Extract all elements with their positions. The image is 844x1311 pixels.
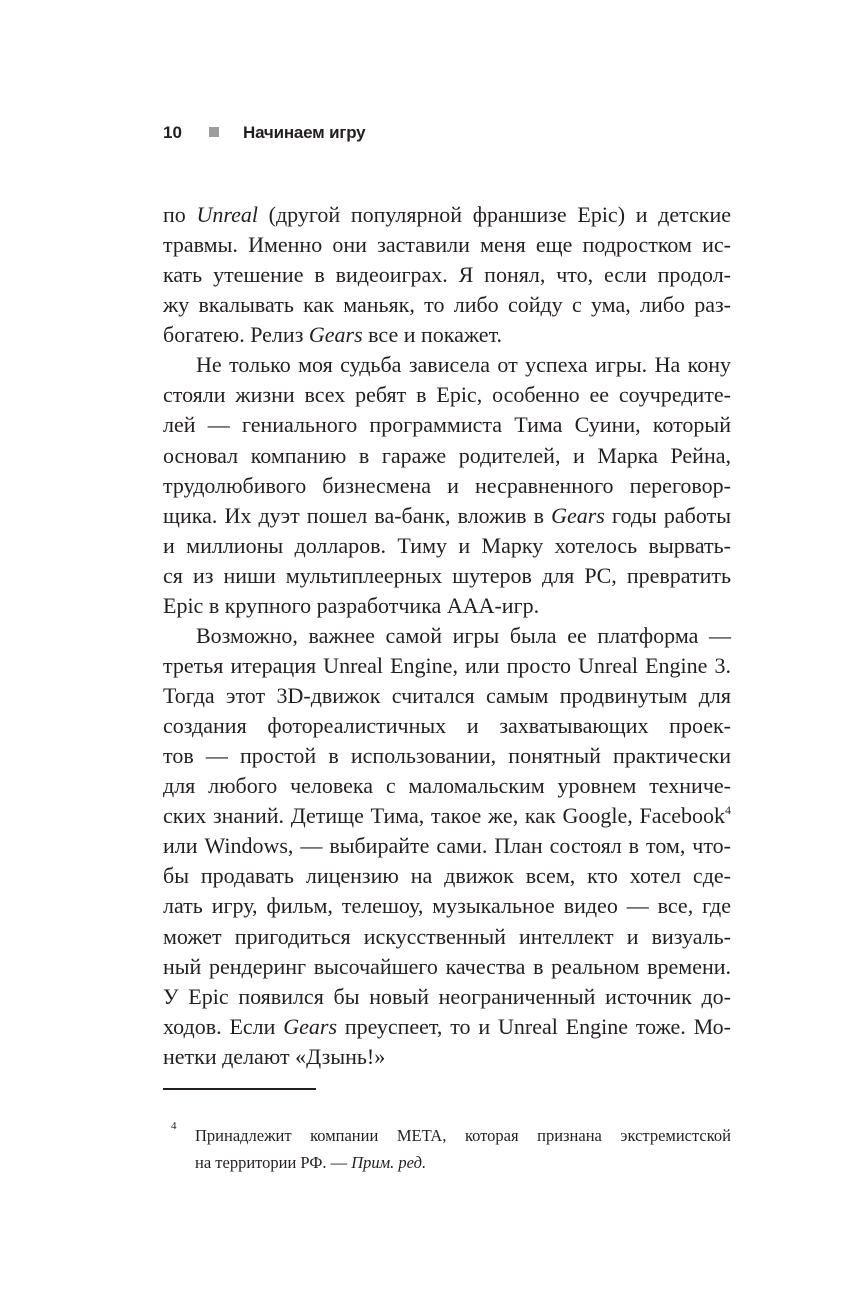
text-segment: лать игру, фильм, телешоу, музыкальное видео — все, где (163, 893, 731, 919)
text-line (163, 471, 731, 501)
text-line (163, 1042, 731, 1072)
text-line (163, 621, 731, 651)
text-line (163, 410, 731, 440)
page-number: 10 (163, 123, 182, 142)
footnote-line (163, 1149, 731, 1176)
text-line (163, 320, 731, 350)
text-segment: лей — гениального программиста Тима Суини, который (163, 412, 731, 438)
text-segment: ских знаний. Детище Тима, такое же, как Google, Facebook (163, 803, 725, 829)
italic-text: Unreal (196, 202, 258, 227)
text-line (163, 290, 731, 320)
footnote-reference: 4 (725, 803, 731, 818)
text-segment: преуспеет, то и Unreal Engine тоже. Мо- (337, 1013, 731, 1039)
text-line (163, 260, 731, 290)
body-text (163, 200, 731, 1072)
text-line (163, 531, 731, 561)
text-line (163, 831, 731, 861)
footnote-rule (163, 1088, 316, 1090)
text-segment: стояли жизни всех ребят в Epic, особенно ее соучредите- (163, 382, 731, 408)
chapter-title: Начинаем игру (243, 123, 366, 142)
text-segment: создания фотореалистичных и захватывающих проек- (163, 713, 731, 739)
italic-text: Gears (551, 502, 605, 528)
text-segment: ся из ниши мультиплеерных шутеров для PC, превратить (163, 562, 731, 588)
text-segment: кать утешение в видеоиграх. Я понял, что, если продол- (163, 262, 731, 288)
text-line (163, 771, 731, 801)
text-line (163, 922, 731, 952)
text-line (163, 651, 731, 681)
text-segment: и миллионы долларов. Тиму и Марку хотелось вырвать- (163, 532, 731, 558)
text-line (163, 952, 731, 982)
text-line (163, 861, 731, 891)
text-line (163, 230, 731, 260)
text-segment: жу вкалывать как маньяк, то либо сойду с ума, либо раз- (163, 292, 731, 318)
text-segment: У Epic появился бы новый неограниченный источник до- (163, 983, 731, 1009)
text-line (163, 801, 731, 831)
text-segment: ходов. Если (163, 1013, 284, 1039)
header-square-separator (209, 127, 219, 137)
text-segment: ный рендеринг высочайшего качества в реальном времени. (163, 953, 731, 979)
text-segment: Epic в крупного разработчика AAA-игр. (163, 592, 540, 618)
text-line (163, 982, 731, 1012)
text-line (163, 681, 731, 711)
text-segment: может пригодиться искусственный интеллект и визуаль- (163, 923, 731, 949)
text-line (163, 1012, 731, 1042)
text-segment: все и покажет. (362, 322, 503, 348)
text-line (163, 350, 731, 380)
text-line (163, 501, 731, 531)
text-line (163, 441, 731, 471)
italic-text: Gears (283, 1013, 338, 1039)
italic-text: Gears (308, 322, 363, 348)
text-segment: Тогда этот 3D-движок считался самым продвинутым для (163, 683, 731, 708)
text-segment: или Windows, — выбирайте сами. План состоял в том, что- (163, 833, 731, 859)
text-segment: щика. Их дуэт пошел ва-банк, вложив в (163, 502, 552, 528)
footnote (163, 1122, 731, 1176)
text-segment: третья итерация Unreal Engine, или просто Unreal Engine 3. (163, 652, 731, 678)
editor-note: Прим. ред. (351, 1153, 427, 1172)
text-segment: для любого человека с маломальским уровнем техниче- (163, 773, 731, 799)
text-line (163, 891, 731, 921)
text-segment: Возможно, важнее самой игры была ее платформа — (196, 622, 731, 648)
text-segment: Не только моя судьба зависела от успеха игры. На кону (196, 352, 731, 378)
text-segment: травмы. Именно они заставили меня еще подростком ис- (163, 232, 731, 258)
text-segment: (другой популярной франшизе Epic) и детские (257, 202, 731, 227)
text-segment: нетки делают «Дзынь!» (163, 1043, 386, 1069)
text-line (163, 200, 731, 230)
text-segment: тов — простой в использовании, понятный практически (163, 743, 731, 769)
text-segment: бы продавать лицензию на движок всем, кто хотел сде- (163, 863, 731, 889)
text-segment: основал компанию в гараже родителей, и Марка Рейна, (163, 442, 731, 468)
text-segment: трудолюбивого бизнесмена и несравненного переговор- (163, 472, 731, 498)
text-line (163, 561, 731, 591)
footnote-text: на территории РФ. — (195, 1153, 352, 1172)
text-line (163, 741, 731, 771)
text-segment: богатею. Релиз (163, 322, 309, 348)
text-line (163, 591, 731, 621)
text-segment: годы работы (604, 502, 731, 528)
text-segment: по (163, 202, 197, 227)
footnote-number: 4 (171, 1120, 177, 1132)
text-line (163, 380, 731, 410)
text-line (163, 711, 731, 741)
footnote-line: Принадлежит компании META, которая признана экстремистской (195, 1126, 731, 1145)
